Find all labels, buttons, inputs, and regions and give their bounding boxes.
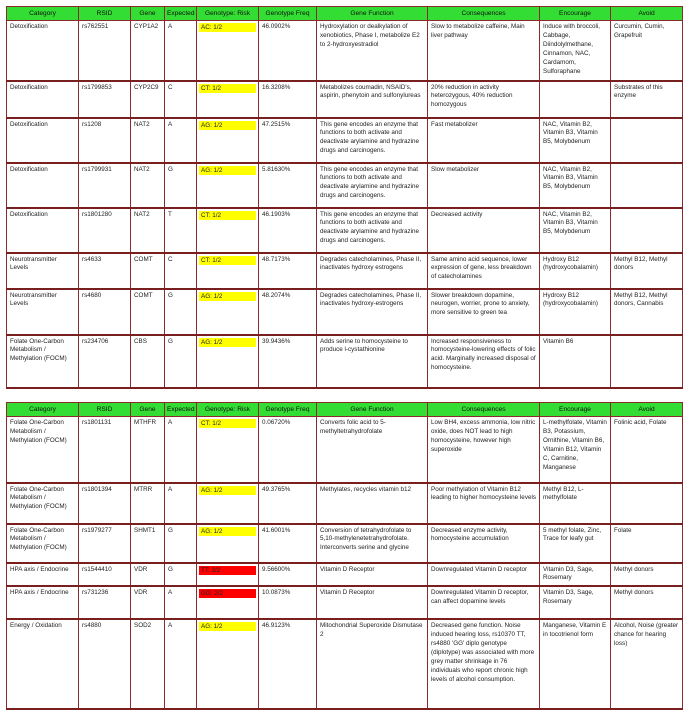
- genotype-risk-badge: CT: 1/2: [199, 84, 256, 93]
- genotype-freq-cell: 49.3765%: [259, 483, 317, 524]
- category-cell: HPA axis / Endocrine: [7, 586, 79, 619]
- avoid-cell: [611, 335, 683, 388]
- genotype-freq-cell: 46.1903%: [259, 208, 317, 253]
- genotype-risk-cell: [197, 253, 259, 289]
- rsid-cell: rs4633: [79, 253, 131, 289]
- genotype-risk-cell: [197, 524, 259, 563]
- expected-cell: A: [165, 21, 197, 81]
- gene-function-cell: This gene encodes an enzyme that functions to both activate and deactivate arylamine and hydrazine drugs and carcinogens.: [317, 208, 428, 253]
- column-header-encourage: Encourage: [540, 403, 611, 417]
- genotype-freq-cell: 5.81630%: [259, 163, 317, 208]
- genotype-risk-badge: AG: 1/2: [199, 527, 256, 536]
- genotype-risk-badge: AC: 1/2: [199, 23, 256, 32]
- column-header-gene: Gene: [131, 403, 165, 417]
- page-gap: [6, 392, 682, 396]
- gene-cell: VDR: [131, 563, 165, 587]
- rsid-cell: rs1799931: [79, 163, 131, 208]
- encourage-cell: NAC, Vitamin B2, Vitamin B3, Vitamin B5, Molybdenum: [540, 163, 611, 208]
- avoid-cell: Curcumin, Cumin, Grapefruit: [611, 21, 683, 81]
- expected-cell: A: [165, 483, 197, 524]
- table-row: [7, 208, 683, 253]
- gene-cell: COMT: [131, 289, 165, 335]
- rsid-cell: rs1799853: [79, 81, 131, 118]
- table-row: [7, 619, 683, 709]
- genotype-risk-badge: AG: 1/2: [199, 292, 256, 301]
- gene-function-cell: Adds serine to homocysteine to produce l-cystathionine: [317, 335, 428, 388]
- avoid-cell: [611, 483, 683, 524]
- genotype-risk-badge: AG: 1/2: [199, 622, 256, 631]
- column-header-consequences: Consequences: [428, 403, 540, 417]
- genotype-risk-cell: [197, 417, 259, 483]
- gene-function-cell: Converts folic acid to 5-methyltetrahydrofolate: [317, 417, 428, 483]
- rsid-cell: rs762551: [79, 21, 131, 81]
- gene-function-cell: Conversion of tetrahydrofolate to 5,10-methylenetetrahydrofolate. Interconverts serine and glycine: [317, 524, 428, 563]
- genotype-risk-badge: AG: 1/2: [199, 121, 256, 130]
- gene-function-cell: Vitamin D Receptor: [317, 586, 428, 619]
- avoid-cell: Substrates of this enzyme: [611, 81, 683, 118]
- avoid-cell: Alcohol, Noise (greater chance for hearing loss): [611, 619, 683, 709]
- expected-cell: A: [165, 586, 197, 619]
- consequences-cell: Same amino acid sequence, lower expression of gene, less breakdown of catecholamines: [428, 253, 540, 289]
- table-header: [7, 7, 683, 21]
- column-header-category: Category: [7, 403, 79, 417]
- genotype-freq-cell: 10.0873%: [259, 586, 317, 619]
- avoid-cell: [611, 208, 683, 253]
- table-row: [7, 81, 683, 118]
- category-cell: Folate One-Carbon Metabolism / Methylation (FOCM): [7, 483, 79, 524]
- genotype-freq-cell: 47.2515%: [259, 118, 317, 163]
- expected-cell: T: [165, 208, 197, 253]
- genotype-risk-badge: GG: 2/2: [199, 589, 256, 598]
- category-cell: Folate One-Carbon Metabolism / Methylation (FOCM): [7, 524, 79, 563]
- genotype-risk-badge: AG: 1/2: [199, 338, 256, 347]
- expected-cell: G: [165, 335, 197, 388]
- consequences-cell: Decreased activity: [428, 208, 540, 253]
- gene-function-cell: This gene encodes an enzyme that functions to both activate and deactivate arylamine and hydrazine drugs and carcinogens.: [317, 163, 428, 208]
- consequences-cell: Increased responsiveness to homocysteine-lowering effects of folic acid. Marginally increased disposal of homocysteine.: [428, 335, 540, 388]
- category-cell: Detoxification: [7, 208, 79, 253]
- rsid-cell: rs1801131: [79, 417, 131, 483]
- column-header-rsid: RSID: [79, 7, 131, 21]
- column-header-gene: Gene: [131, 7, 165, 21]
- column-header-genotype-risk: Genotype: Risk: [197, 403, 259, 417]
- genotype-freq-cell: 39.9436%: [259, 335, 317, 388]
- rsid-cell: rs4880: [79, 619, 131, 709]
- avoid-cell: Methyl B12, Methyl donors: [611, 253, 683, 289]
- encourage-cell: Manganese, Vitamin E in tocotrienol form: [540, 619, 611, 709]
- genotype-risk-badge: AG: 1/2: [199, 166, 256, 175]
- column-header-rsid: RSID: [79, 403, 131, 417]
- gene-function-cell: Methylates, recycles vitamin b12: [317, 483, 428, 524]
- encourage-cell: Vitamin B6: [540, 335, 611, 388]
- encourage-cell: Hydroxy B12 (hydroxycobalamin): [540, 253, 611, 289]
- avoid-cell: Folinic acid, Folate: [611, 417, 683, 483]
- genotype-risk-cell: [197, 563, 259, 587]
- expected-cell: C: [165, 81, 197, 118]
- column-header-expected: Expected: [165, 7, 197, 21]
- avoid-cell: Folate: [611, 524, 683, 563]
- gene-cell: COMT: [131, 253, 165, 289]
- category-cell: Folate One-Carbon Metabolism / Methylation (FOCM): [7, 335, 79, 388]
- genotype-risk-cell: [197, 163, 259, 208]
- rsid-cell: rs4680: [79, 289, 131, 335]
- column-header-genotype-risk: Genotype: Risk: [197, 7, 259, 21]
- gene-table-1: [6, 6, 683, 389]
- genotype-risk-badge: CT: 1/2: [199, 211, 256, 220]
- expected-cell: A: [165, 619, 197, 709]
- column-header-consequences: Consequences: [428, 7, 540, 21]
- gene-cell: CYP1A2: [131, 21, 165, 81]
- genotype-freq-cell: 46.0902%: [259, 21, 317, 81]
- consequences-cell: Decreased enzyme activity, homocysteine accumulation: [428, 524, 540, 563]
- consequences-cell: Slow to metabolize caffeine, Main liver pathway: [428, 21, 540, 81]
- genotype-freq-cell: 48.7173%: [259, 253, 317, 289]
- rsid-cell: rs731236: [79, 586, 131, 619]
- genotype-risk-cell: [197, 21, 259, 81]
- genotype-risk-cell: [197, 483, 259, 524]
- gene-function-cell: Metabolizes coumadin, NSAID's, aspirin, phenytoin and sulfonylureas: [317, 81, 428, 118]
- gene-cell: NAT2: [131, 118, 165, 163]
- gene-cell: NAT2: [131, 163, 165, 208]
- rsid-cell: rs234706: [79, 335, 131, 388]
- gene-cell: MTHFR: [131, 417, 165, 483]
- rsid-cell: rs1801394: [79, 483, 131, 524]
- expected-cell: G: [165, 163, 197, 208]
- avoid-cell: [611, 118, 683, 163]
- table-row: [7, 524, 683, 563]
- category-cell: Detoxification: [7, 21, 79, 81]
- genotype-risk-cell: [197, 619, 259, 709]
- genotype-risk-badge: AG: 1/2: [199, 486, 256, 495]
- genotype-risk-cell: [197, 289, 259, 335]
- gene-cell: CBS: [131, 335, 165, 388]
- gene-function-cell: Degrades catecholamines, Phase II, inactivates hydroxy estrogens: [317, 253, 428, 289]
- encourage-cell: Vitamin D3, Sage, Rosemary: [540, 586, 611, 619]
- column-header-avoid: Avoid: [611, 7, 683, 21]
- encourage-cell: [540, 81, 611, 118]
- genotype-freq-cell: 0.06720%: [259, 417, 317, 483]
- table-row: [7, 483, 683, 524]
- encourage-cell: NAC, Vitamin B2, Vitamin B3, Vitamin B5, Molybdenum: [540, 118, 611, 163]
- genotype-freq-cell: 48.2074%: [259, 289, 317, 335]
- table-row: [7, 21, 683, 81]
- table-row: [7, 586, 683, 619]
- genotype-risk-badge: TT: 2/2: [199, 566, 256, 575]
- genotype-risk-cell: [197, 118, 259, 163]
- expected-cell: G: [165, 289, 197, 335]
- consequences-cell: Decreased gene function. Noise induced hearing loss, rs10370 TT, rs4880 'GG' diplo genotype (diplotype) was associated with more grey matter shrinkage in 76 individuals who report chronic high levels of alcohol consumption.: [428, 619, 540, 709]
- rsid-cell: rs1208: [79, 118, 131, 163]
- table-row: [7, 417, 683, 483]
- expected-cell: G: [165, 563, 197, 587]
- genotype-freq-cell: 16.3208%: [259, 81, 317, 118]
- encourage-cell: Induce with broccoli, Cabbage, Diindolylmethane, Cinnamon, NAC, Cardamom, Sulforaphane: [540, 21, 611, 81]
- expected-cell: G: [165, 524, 197, 563]
- table-row: [7, 563, 683, 587]
- consequences-cell: Fast metabolizer: [428, 118, 540, 163]
- consequences-cell: Slower breakdown dopamine, neurogen, worrier, prone to anxiety, more sensitive to green tea: [428, 289, 540, 335]
- gene-function-cell: Hydroxylation or dealkylation of xenobiotics, Phase I, metabolize E2 to 2-hydroxyestradiol: [317, 21, 428, 81]
- genotype-risk-badge: CT: 1/2: [199, 256, 256, 265]
- encourage-cell: Hydroxy B12 (hydroxycobalamin): [540, 289, 611, 335]
- avoid-cell: Methyl donors: [611, 563, 683, 587]
- consequences-cell: 20% reduction in activity heterozygous, 40% reduction homozygous: [428, 81, 540, 118]
- expected-cell: C: [165, 253, 197, 289]
- table-header: [7, 403, 683, 417]
- gene-table-2: [6, 402, 683, 710]
- category-cell: Folate One-Carbon Metabolism / Methylation (FOCM): [7, 417, 79, 483]
- encourage-cell: 5 methyl folate, Zinc, Trace for leafy gut: [540, 524, 611, 563]
- table-row: [7, 335, 683, 388]
- gene-cell: NAT2: [131, 208, 165, 253]
- category-cell: Detoxification: [7, 81, 79, 118]
- encourage-cell: Methyl B12, L-methylfolate: [540, 483, 611, 524]
- category-cell: Neurotransmitter Levels: [7, 289, 79, 335]
- genotype-risk-cell: [197, 81, 259, 118]
- gene-function-cell: Mitochondrial Superoxide Dismutase 2: [317, 619, 428, 709]
- encourage-cell: L-methylfolate, Vitamin B3, Potassium, Ornithine, Vitamin B6, Vitamin B12, Vitamin C, Carnitine, Manganese: [540, 417, 611, 483]
- consequences-cell: Downregulated Vitamin D receptor: [428, 563, 540, 587]
- genotype-freq-cell: 46.9123%: [259, 619, 317, 709]
- gene-cell: CYP2C9: [131, 81, 165, 118]
- table-row: [7, 289, 683, 335]
- expected-cell: A: [165, 118, 197, 163]
- gene-cell: SOD2: [131, 619, 165, 709]
- genotype-risk-cell: [197, 335, 259, 388]
- category-cell: HPA axis / Endocrine: [7, 563, 79, 587]
- column-header-expected: Expected: [165, 403, 197, 417]
- encourage-cell: NAC, Vitamin B2, Vitamin B3, Vitamin B5, Molybdenum: [540, 208, 611, 253]
- encourage-cell: Vitamin D3, Sage, Rosemary: [540, 563, 611, 587]
- consequences-cell: Poor methylation of Vitamin B12 leading to higher homocysteine levels: [428, 483, 540, 524]
- genotype-risk-badge: CT: 1/2: [199, 419, 256, 428]
- table-row: [7, 163, 683, 208]
- category-cell: Detoxification: [7, 163, 79, 208]
- column-header-genotype-freq: Genotype Freq: [259, 7, 317, 21]
- expected-cell: A: [165, 417, 197, 483]
- avoid-cell: Methyl B12, Methyl donors, Cannabis: [611, 289, 683, 335]
- genotype-risk-cell: [197, 586, 259, 619]
- avoid-cell: [611, 163, 683, 208]
- gene-cell: VDR: [131, 586, 165, 619]
- genotype-risk-cell: [197, 208, 259, 253]
- column-header-encourage: Encourage: [540, 7, 611, 21]
- table-row: [7, 253, 683, 289]
- gene-function-cell: Vitamin D Receptor: [317, 563, 428, 587]
- genotype-freq-cell: 9.56600%: [259, 563, 317, 587]
- avoid-cell: Methyl donors: [611, 586, 683, 619]
- rsid-cell: rs1801280: [79, 208, 131, 253]
- gene-cell: SHMT1: [131, 524, 165, 563]
- column-header-gene-function: Gene Function: [317, 7, 428, 21]
- consequences-cell: Slow metabolizer: [428, 163, 540, 208]
- rsid-cell: rs1979277: [79, 524, 131, 563]
- column-header-avoid: Avoid: [611, 403, 683, 417]
- gene-function-cell: Degrades catecholamines, Phase II, inactivates hydroxy-estrogens: [317, 289, 428, 335]
- consequences-cell: Low BH4, excess ammonia, low nitric oxide, does NOT lead to high homocysteine, however high superoxide: [428, 417, 540, 483]
- column-header-category: Category: [7, 7, 79, 21]
- table-row: [7, 118, 683, 163]
- gene-cell: MTRR: [131, 483, 165, 524]
- gene-function-cell: This gene encodes an enzyme that functions to both activate and deactivate arylamine and hydrazine drugs and carcinogens.: [317, 118, 428, 163]
- category-cell: Detoxification: [7, 118, 79, 163]
- rsid-cell: rs1544410: [79, 563, 131, 587]
- category-cell: Neurotransmitter Levels: [7, 253, 79, 289]
- category-cell: Energy / Oxidation: [7, 619, 79, 709]
- consequences-cell: Downregulated Vitamin D receptor, can affect dopamine levels: [428, 586, 540, 619]
- column-header-genotype-freq: Genotype Freq: [259, 403, 317, 417]
- genotype-freq-cell: 41.6001%: [259, 524, 317, 563]
- column-header-gene-function: Gene Function: [317, 403, 428, 417]
